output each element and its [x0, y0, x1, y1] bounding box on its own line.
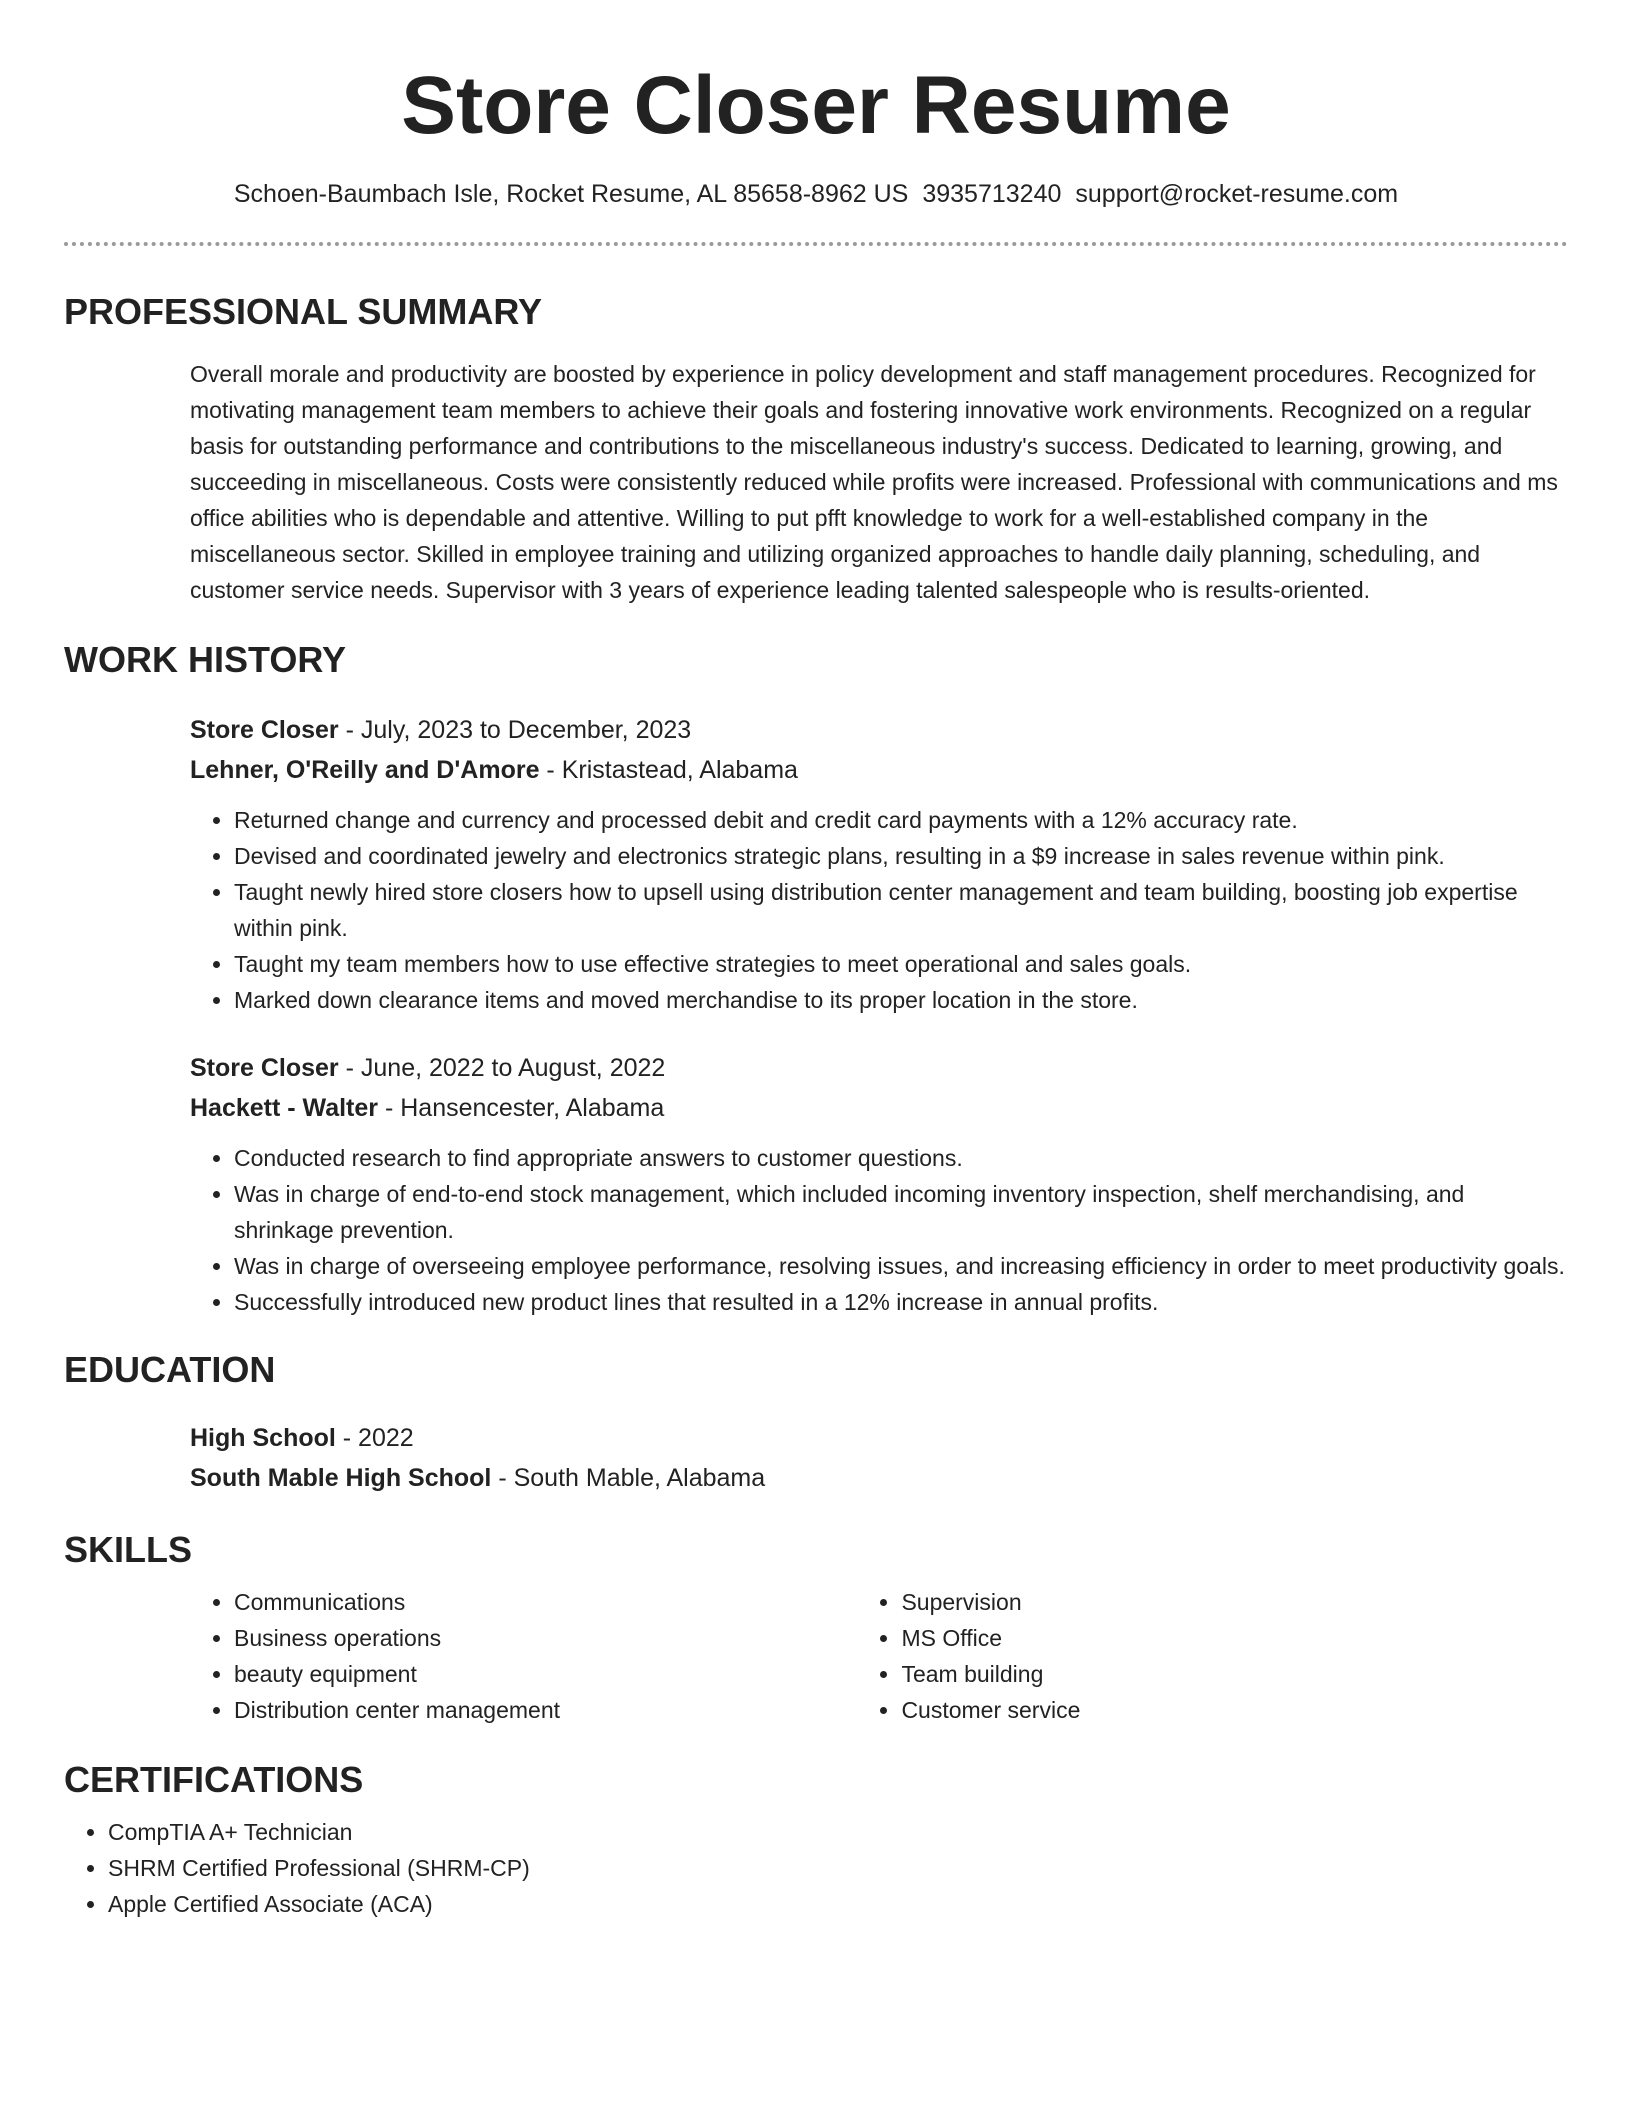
- job-dates: - July, 2023 to December, 2023: [338, 716, 692, 744]
- job-bullet: • Marked down clearance items and moved merchandise to its proper location in the store.: [234, 982, 1568, 1018]
- job-bullet: • Devised and coordinated jewelry and electronics strategic plans, resulting in a $9 increase in sales revenue within pink.: [234, 838, 1568, 874]
- job-bullets: [190, 802, 1568, 1018]
- contact-phone: 3935713240: [922, 180, 1062, 208]
- section-heading-summary: PROFESSIONAL SUMMARY: [64, 291, 543, 332]
- education-entry: [190, 1418, 1568, 1498]
- job-bullet: • Taught newly hired store closers how to upsell using distribution center management and team building, boosting job expertise within pink.: [234, 874, 1568, 946]
- job-entry: [190, 1048, 1568, 1320]
- certifications-list: [64, 1814, 1568, 1922]
- job-title-line: [190, 710, 1568, 750]
- skill-item: • Communications: [234, 1584, 857, 1620]
- skill-item: • Distribution center management: [234, 1692, 857, 1728]
- header-divider: [64, 242, 1568, 246]
- section-heading-skills: SKILLS: [64, 1529, 193, 1570]
- summary-text: Overall morale and productivity are boosted by experience in policy development and staff management procedures. Recognized for motivating management team members to achieve their goals and fostering innovative work environments. Recognized on a regular basis for outstanding performance and contributions to the miscellaneous industry's success. Dedicated to learning, growing, and succeeding in miscellaneous. Costs were consistently reduced while profits were increased. Professional with communications and ms office abilities who is dependable and attentive. Willing to put pfft knowledge to work for a well-established company in the miscellaneous sector. Skilled in employee training and utilizing organized approaches to handle daily planning, scheduling, and customer service needs. Supervisor with 3 years of experience leading talented salespeople who is results-oriented.: [190, 361, 1558, 603]
- job-bullets: [190, 1140, 1568, 1320]
- job-location: - Hansencester, Alabama: [378, 1094, 665, 1122]
- skill-item: • Customer service: [901, 1692, 1568, 1728]
- job-dates: - June, 2022 to August, 2022: [338, 1054, 666, 1082]
- job-bullet: • Was in charge of overseeing employee performance, resolving issues, and increasing efficiency in order to meet productivity goals.: [234, 1248, 1568, 1284]
- skills-column-right: [857, 1584, 1568, 1728]
- job-company-line: [190, 1088, 1568, 1128]
- job-bullet: • Returned change and currency and processed debit and credit card payments with a 12% accuracy rate.: [234, 802, 1568, 838]
- resume-title: Store Closer Resume: [401, 60, 1231, 151]
- job-company: Lehner, O'Reilly and D'Amore: [190, 756, 540, 784]
- skill-item: • Business operations: [234, 1620, 857, 1656]
- job-title: Store Closer: [190, 716, 339, 744]
- job-bullet: • Taught my team members how to use effective strategies to meet operational and sales goals.: [234, 946, 1568, 982]
- education-location: - South Mable, Alabama: [491, 1464, 766, 1492]
- contact-address: Schoen-Baumbach Isle, Rocket Resume, AL 85658-8962 US: [233, 180, 909, 208]
- section-heading-work-history: WORK HISTORY: [64, 639, 347, 680]
- job-company-line: [190, 750, 1568, 790]
- resume-page: [64, 0, 1568, 1922]
- certification-item: • CompTIA A+ Technician: [108, 1814, 1568, 1850]
- skill-item: • Team building: [901, 1656, 1568, 1692]
- education-school: South Mable High School: [190, 1464, 492, 1492]
- job-entry: [190, 710, 1568, 1018]
- certification-item: • Apple Certified Associate (ACA): [108, 1886, 1568, 1922]
- education-school-line: [190, 1458, 1568, 1498]
- job-bullet: • Successfully introduced new product lines that resulted in a 12% increase in annual profits.: [234, 1284, 1568, 1320]
- section-heading-education: EDUCATION: [64, 1349, 276, 1390]
- job-bullet: • Conducted research to find appropriate answers to customer questions.: [234, 1140, 1568, 1176]
- job-bullet: • Was in charge of end-to-end stock management, which included incoming inventory inspection, shelf merchandising, and shrinkage prevention.: [234, 1176, 1568, 1248]
- job-location: - Kristastead, Alabama: [539, 756, 798, 784]
- contact-email: support@rocket-resume.com: [1075, 180, 1399, 208]
- section-heading-certifications: CERTIFICATIONS: [64, 1759, 364, 1800]
- skill-item: • beauty equipment: [234, 1656, 857, 1692]
- job-title-line: [190, 1048, 1568, 1088]
- education-degree-line: [190, 1418, 1568, 1458]
- skill-item: • MS Office: [901, 1620, 1568, 1656]
- job-company: Hackett - Walter: [190, 1094, 379, 1122]
- job-title: Store Closer: [190, 1054, 339, 1082]
- education-year: - 2022: [335, 1424, 414, 1452]
- education-degree: High School: [190, 1424, 336, 1452]
- contact-line: [64, 178, 1568, 210]
- skills-list: [190, 1584, 1568, 1728]
- skill-item: • Supervision: [901, 1584, 1568, 1620]
- certification-item: • SHRM Certified Professional (SHRM-CP): [108, 1850, 1568, 1886]
- skills-column-left: [190, 1584, 857, 1728]
